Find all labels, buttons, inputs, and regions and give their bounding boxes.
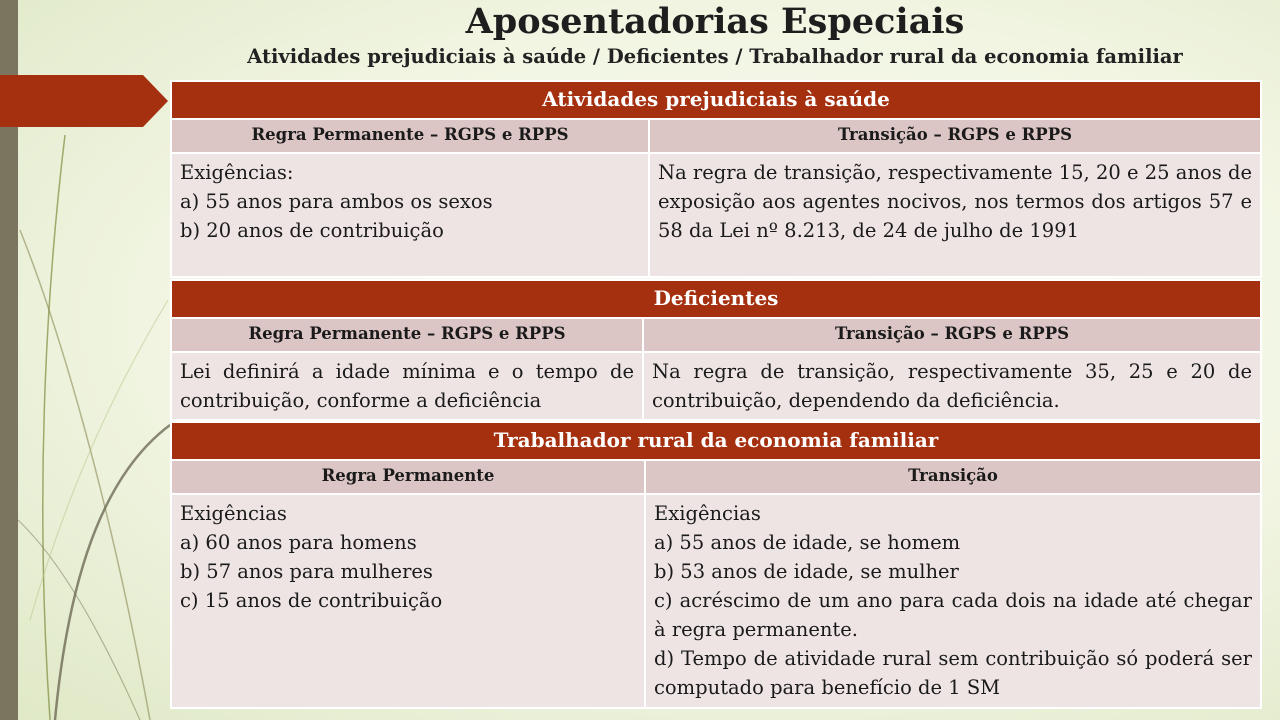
text-line: Exigências [654, 502, 761, 525]
cell-permanente: Lei definirá a idade mínima e o tempo de contribuição, conforme a deficiência [171, 352, 643, 420]
text-line: b) 20 anos de contribuição [180, 219, 444, 242]
text-line: b) 53 anos de idade, se mulher [654, 560, 959, 583]
cell-permanente [171, 153, 649, 277]
section-rural-table [170, 421, 1262, 709]
section-atividades-table [170, 80, 1262, 278]
cell-transicao: Na regra de transição, respectivamente 15, 20 e 25 anos de exposição aos agentes nocivos, nos termos dos artigos 57 e 58 da Lei nº 8.213, de 24 de julho de 1991 [649, 153, 1261, 277]
column-header-permanente: Regra Permanente – RGPS e RPPS [171, 318, 643, 352]
text-line: a) 60 anos para homens [180, 531, 417, 554]
section-title: Trabalhador rural da economia familiar [171, 422, 1261, 460]
text-line: a) 55 anos de idade, se homem [654, 531, 961, 554]
text-line: c) acréscimo de um ano para cada dois na idade até chegar à regra permanente. [654, 589, 1252, 641]
column-header-transicao: Transição – RGPS e RPPS [643, 318, 1261, 352]
arrow-marker [0, 75, 168, 127]
cell-transicao: Na regra de transição, respectivamente 35, 25 e 20 de contribuição, dependendo da deficiência. [643, 352, 1261, 420]
cell-transicao [645, 494, 1261, 708]
text-line: d) Tempo de atividade rural sem contribuição só poderá ser computado para benefício de 1 SM [654, 647, 1252, 699]
column-header-transicao: Transição [645, 460, 1261, 494]
section-title: Atividades prejudiciais à saúde [171, 81, 1261, 119]
header [170, 0, 1260, 70]
section-deficientes-table [170, 279, 1262, 421]
text-line: Exigências [180, 502, 287, 525]
text-line: b) 57 anos para mulheres [180, 560, 433, 583]
column-header-permanente: Regra Permanente – RGPS e RPPS [171, 119, 649, 153]
text-line: Exigências: [180, 161, 294, 184]
cell-permanente [171, 494, 645, 708]
text-line: a) 55 anos para ambos os sexos [180, 190, 493, 213]
column-header-transicao: Transição – RGPS e RPPS [649, 119, 1261, 153]
page-title: Aposentadorias Especiais [465, 1, 965, 42]
text-line: c) 15 anos de contribuição [180, 589, 443, 612]
page-subtitle: Atividades prejudiciais à saúde / Deficientes / Trabalhador rural da economia familiar [247, 45, 1183, 68]
column-header-permanente: Regra Permanente [171, 460, 645, 494]
section-title: Deficientes [171, 280, 1261, 318]
